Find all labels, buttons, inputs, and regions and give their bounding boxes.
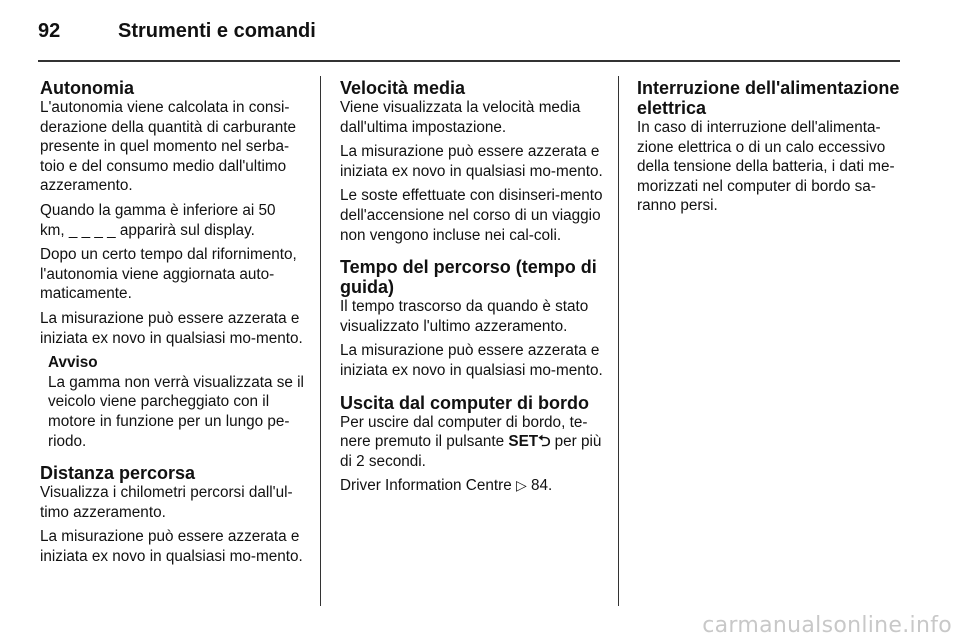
column-2 <box>340 78 604 501</box>
paragraph <box>340 413 604 472</box>
column-1 <box>40 78 304 571</box>
page-title: Strumenti e comandi <box>118 20 316 42</box>
note-title: Avviso <box>48 354 98 372</box>
paragraph: Viene visualizzata la velocità media dall'ultima impostazione. <box>340 99 581 136</box>
column-3 <box>637 78 901 221</box>
text-span: Driver Information Centre <box>340 477 516 495</box>
paragraph: L'autonomia viene calcolata in consi-derazione della quantità di carburante presente in quel momento nel serba-toio e del consumo medio dall'ultimo azzeramento. <box>40 99 296 195</box>
page-number: 92 <box>38 20 61 42</box>
paragraph: Dopo un certo tempo dal rifornimento, l'autonomia viene aggiornata auto-maticamente. <box>40 246 297 303</box>
set-button-label: SET <box>508 433 539 451</box>
page-header <box>38 14 900 54</box>
paragraph: In caso di interruzione dell'alimenta-zione elettrica o di un calo eccessivo della tensione della batteria, i dati me-morizzati nel computer di bordo sa-ranno persi. <box>637 119 895 215</box>
text-span: 84. <box>526 477 553 495</box>
return-arrow-icon: ⮌ <box>538 433 551 451</box>
paragraph: Quando la gamma è inferiore ai 50 km, _ _ _ _ apparirà sul display. <box>40 201 276 239</box>
section-heading-interruzione: Interruzione dell'alimentazione elettrica <box>637 78 900 118</box>
text-span: Per uscire dal computer di bordo, te-nere premuto il pulsante <box>340 413 588 451</box>
paragraph: La misurazione può essere azzerata e iniziata ex novo in qualsiasi mo-mento. <box>340 143 603 180</box>
header-rule <box>38 60 900 62</box>
section-heading-distanza: Distanza percorsa <box>40 463 196 484</box>
paragraph: Il tempo trascorso da quando è stato visualizzato l'ultimo azzeramento. <box>340 298 589 335</box>
section-heading-uscita: Uscita dal computer di bordo <box>340 392 590 413</box>
page-ref-arrow-icon: ▷ <box>515 477 527 494</box>
paragraph: La misurazione può essere azzerata e iniziata ex novo in qualsiasi mo-mento. <box>340 342 603 379</box>
column-divider <box>320 76 321 606</box>
paragraph: La misurazione può essere azzerata e iniziata ex novo in qualsiasi mo-mento. <box>40 528 303 565</box>
note-text: La gamma non verrà visualizzata se il veicolo viene parcheggiato con il motore in funzione per un lungo pe-riodo. <box>48 373 304 450</box>
note-box <box>40 353 304 451</box>
watermark-text: carmanualsonline.info <box>702 613 952 638</box>
paragraph: Le soste effettuate con disinseri-mento dell'accensione nel corso di un viaggio non vengono incluse nei cal-coli. <box>340 187 603 244</box>
column-divider <box>618 76 619 606</box>
paragraph: Visualizza i chilometri percorsi dall'ul-timo azzeramento. <box>40 484 293 521</box>
section-heading-tempo: Tempo del percorso (tempo di guida) <box>340 257 597 298</box>
text-span: per più di 2 secondi. <box>340 433 602 470</box>
section-heading-velocita: Velocità media <box>340 78 466 98</box>
section-heading-autonomia: Autonomia <box>40 78 134 98</box>
paragraph <box>340 476 604 496</box>
paragraph: La misurazione può essere azzerata e iniziata ex novo in qualsiasi mo-mento. <box>40 309 303 347</box>
